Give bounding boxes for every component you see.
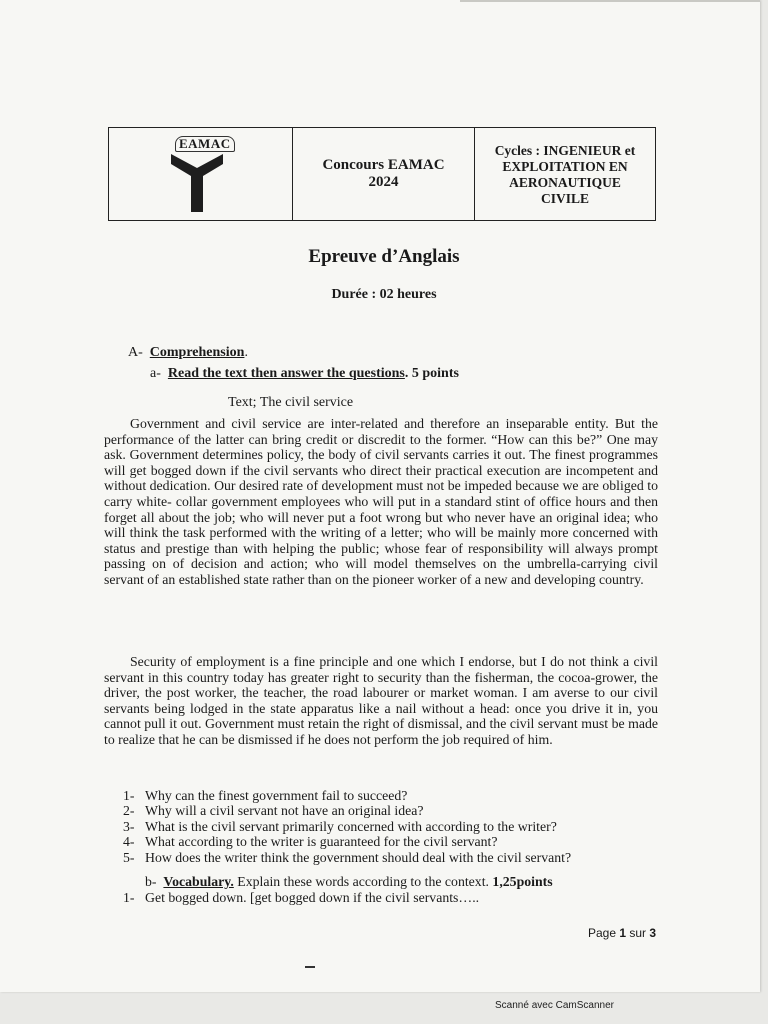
- question-item: [123, 788, 571, 803]
- question-text: What according to the writer is guaranteed for the civil servant?: [145, 834, 498, 850]
- scan-edge: [460, 0, 760, 2]
- section-b-points: 1,25points: [488, 874, 553, 889]
- question-number: 1-: [123, 788, 135, 803]
- vocab-text: Get bogged down. [get bogged down if the civil servants…..: [145, 890, 480, 905]
- page-number: [588, 926, 656, 940]
- question-text: Why will a civil servant not have an original idea?: [145, 803, 424, 819]
- question-number: 2-: [123, 803, 135, 819]
- section-b-label: b-: [145, 874, 157, 889]
- eamac-logo-icon: [169, 152, 225, 214]
- section-a-points: . 5 points: [404, 366, 459, 381]
- question-item: [123, 834, 571, 849]
- scanner-footer: Scanné avec CamScanner: [495, 1000, 614, 1011]
- paragraph: Government and civil service are inter-related and therefore an inseparable entity. But the performance of the latter can bring credit or discredit to the former. “How can this be?” One may ask. Government determines policy, the body of civil servants carries it out. The finest programmes will get bogged down if the civil servants who direct their practical execution are incompetent and without dedication. Our desired rate of development must not be impeded because we are obliged to carry white- collar government employees who will put in a standard stint of office hours and then forget all about the job; who will never put a foot wrong but who never have an original idea; who will think the task performed with the writing of a letter; who will be mainly more concerned with status and prestige than with helping the public; whose fear of responsibility will always prompt passing on of decision and action; who will model themselves on the umbrella-carrying civil servant of an established state rather than on the pioneer worker of a new and developing country.: [104, 416, 658, 587]
- question-number: 4-: [123, 834, 135, 850]
- section-a-title-end: .: [244, 345, 248, 360]
- cycles-cell: [475, 128, 655, 220]
- page-total: 3: [649, 926, 657, 940]
- question-item: [123, 803, 571, 818]
- section-a-title: Comprehension: [149, 345, 245, 360]
- question-item: [123, 819, 571, 834]
- vocab-number: 1-: [123, 890, 135, 905]
- question-text: Why can the finest government fail to succeed?: [145, 788, 408, 803]
- paragraph: Security of employment is a fine principle and one which I endorse, but I do not think a civil servant in this country today has greater right to security than the fisherman, the cocoa-grower, the driver, the post worker, the teacher, the road labourer or market woman. I am averse to our civil servants being lodged in the state apparatus like a nail without a head: once you drive it in, you cannot pull it out. Government must retain the right of dismissal, and the civil servant must be made to realize that he can be dismissed if he does not perform the job required of him.: [104, 654, 658, 747]
- section-a-sub-label: a-: [150, 366, 161, 381]
- text-title: Text; The civil service: [228, 395, 354, 410]
- divider-mark: [305, 966, 315, 968]
- section-b-heading: [145, 874, 553, 890]
- header-table: [108, 127, 656, 221]
- contest-cell: [293, 128, 475, 220]
- section-a-heading: [128, 345, 248, 361]
- section-a-label: A-: [128, 345, 143, 360]
- page-sep: sur: [626, 926, 650, 940]
- section-a-sub: [150, 366, 459, 382]
- question-number: 3-: [123, 818, 135, 834]
- cycles-line: CIVILE: [540, 191, 589, 206]
- section-a-instruction: Read the text then answer the questions: [167, 366, 405, 381]
- cycles-line: AERONAUTIQUE: [509, 175, 621, 190]
- cycles-line: Cycles : INGENIEUR et: [494, 143, 636, 158]
- question-number: 5-: [123, 849, 135, 865]
- vocab-item: [123, 890, 479, 906]
- contest-name: Concours EAMAC: [322, 157, 445, 173]
- question-text: How does the writer think the government should deal with the civil servant?: [145, 849, 572, 865]
- question-text: What is the civil servant primarily concerned with according to the writer?: [145, 818, 557, 834]
- section-b-title: Vocabulary.: [163, 874, 234, 889]
- logo-text: EAMAC: [175, 136, 235, 152]
- exam-duration: Durée : 02 heures: [331, 287, 437, 302]
- question-item: [123, 850, 571, 865]
- section-b-instruction: Explain these words according to the context.: [233, 874, 489, 889]
- page-prefix: Page: [588, 926, 620, 940]
- cycles-line: EXPLOITATION EN: [502, 159, 628, 174]
- contest-year: 2024: [368, 174, 399, 190]
- logo-cell: [109, 128, 293, 220]
- page-current: 1: [619, 926, 627, 940]
- exam-title: Epreuve d’Anglais: [308, 246, 460, 267]
- question-list: [123, 788, 571, 865]
